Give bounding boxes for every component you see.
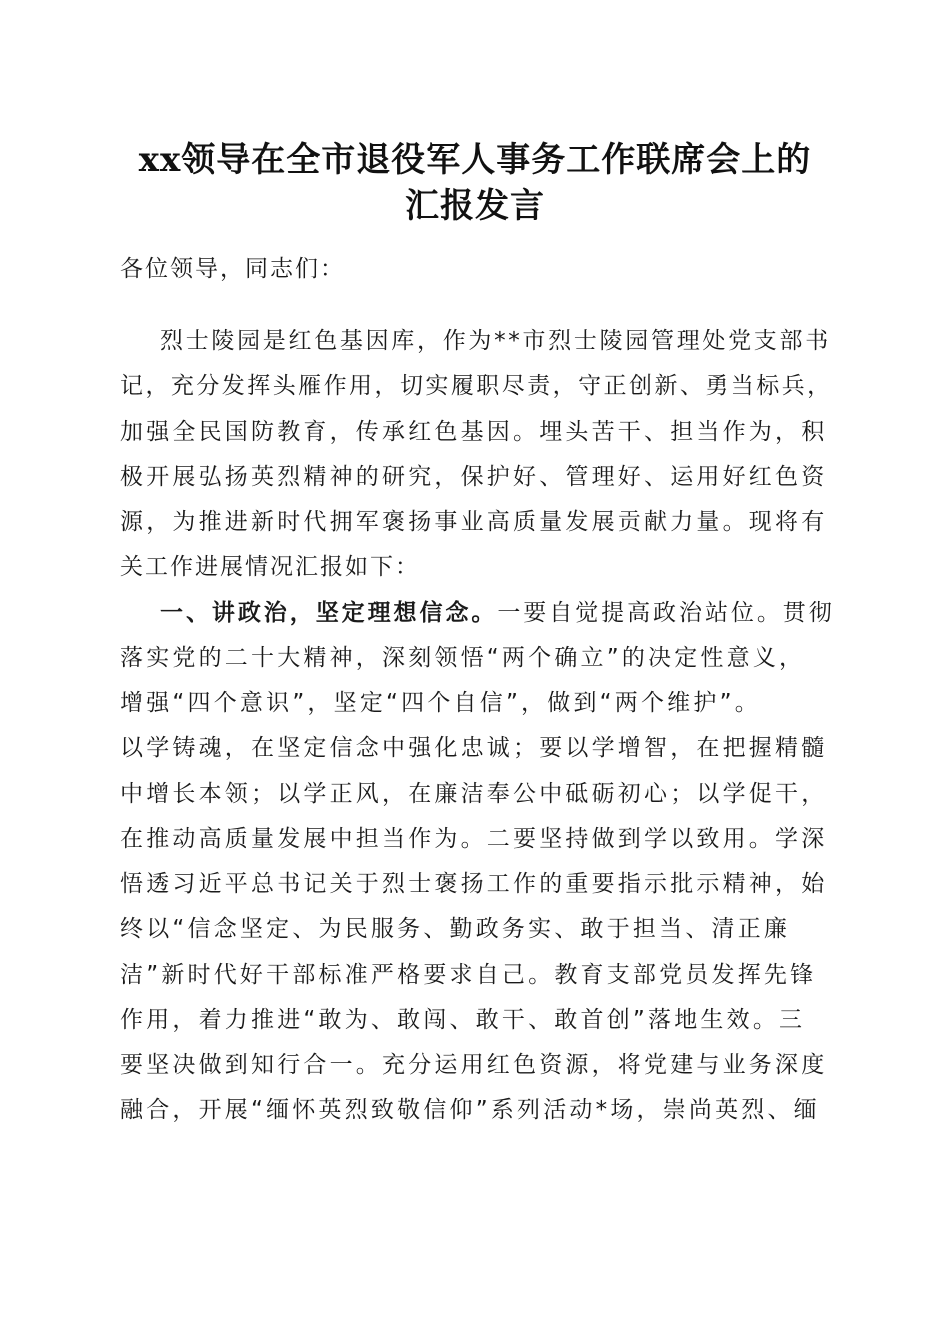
section-1-line: 以学铸魂，在坚定信念中强化忠诚；要以学增智，在把握精髓 [120,735,828,761]
intro-line: 记，充分发挥头雁作用，切实履职尽责，守正创新、勇当标兵， [120,373,833,399]
section-1-line: 落实党的二十大精神，深刻领悟“两个确立”的决定性意义， [120,645,806,671]
section-1-line: 悟透习近平总书记关于烈士褒扬工作的重要指示批示精神，始 [120,871,828,897]
section-1-line: 终以“信念坚定、为民服务、勤政务实、敢于担当、清正廉 [120,916,791,942]
section-1-heading: 一、讲政治，坚定理想信念。 [160,600,498,626]
document-title-line-1: xx领导在全市退役军人事务工作联席会上的 [138,140,812,180]
intro-line: 源，为推进新时代拥军褒扬事业高质量发展贡献力量。现将有 [120,509,828,535]
section-1-first-line [160,591,836,635]
intro-line: 极开展弘扬英烈精神的研究，保护好、管理好、运用好红色资 [120,464,828,490]
section-1-line: 增强“四个意识”，坚定“四个自信”，做到“两个维护”。 [120,690,761,716]
intro-line: 加强全民国防教育，传承红色基因。埋头苦干、担当作为，积 [120,419,828,445]
intro-line: 烈士陵园是红色基因库，作为**市烈士陵园管理处党支部书 [160,328,831,354]
salutation: 各位领导，同志们： [120,256,345,282]
section-1-line: 中增长本领；以学正风，在廉洁奉公中砥砺初心；以学促干， [120,781,828,807]
section-1-line: 洁”新时代好干部标准严格要求自己。教育支部党员发挥先锋 [120,962,817,988]
intro-line: 关工作进展情况汇报如下： [120,554,420,580]
section-1-line: 在推动高质量发展中担当作为。二要坚持做到学以致用。学深 [120,826,828,852]
section-1-first-text: 一要自觉提高政治站位。贯彻 [497,600,835,626]
section-1-line: 融合，开展“缅怀英烈致敬信仰”系列活动*场，崇尚英烈、缅 [120,1097,820,1123]
section-1-line: 作用，着力推进“敢为、敢闯、敢干、敢首创”落地生效。三 [120,1007,806,1033]
document-title-line-2: 汇报发言 [405,186,545,226]
section-1-line: 要坚决做到知行合一。充分运用红色资源，将党建与业务深度 [120,1052,828,1078]
